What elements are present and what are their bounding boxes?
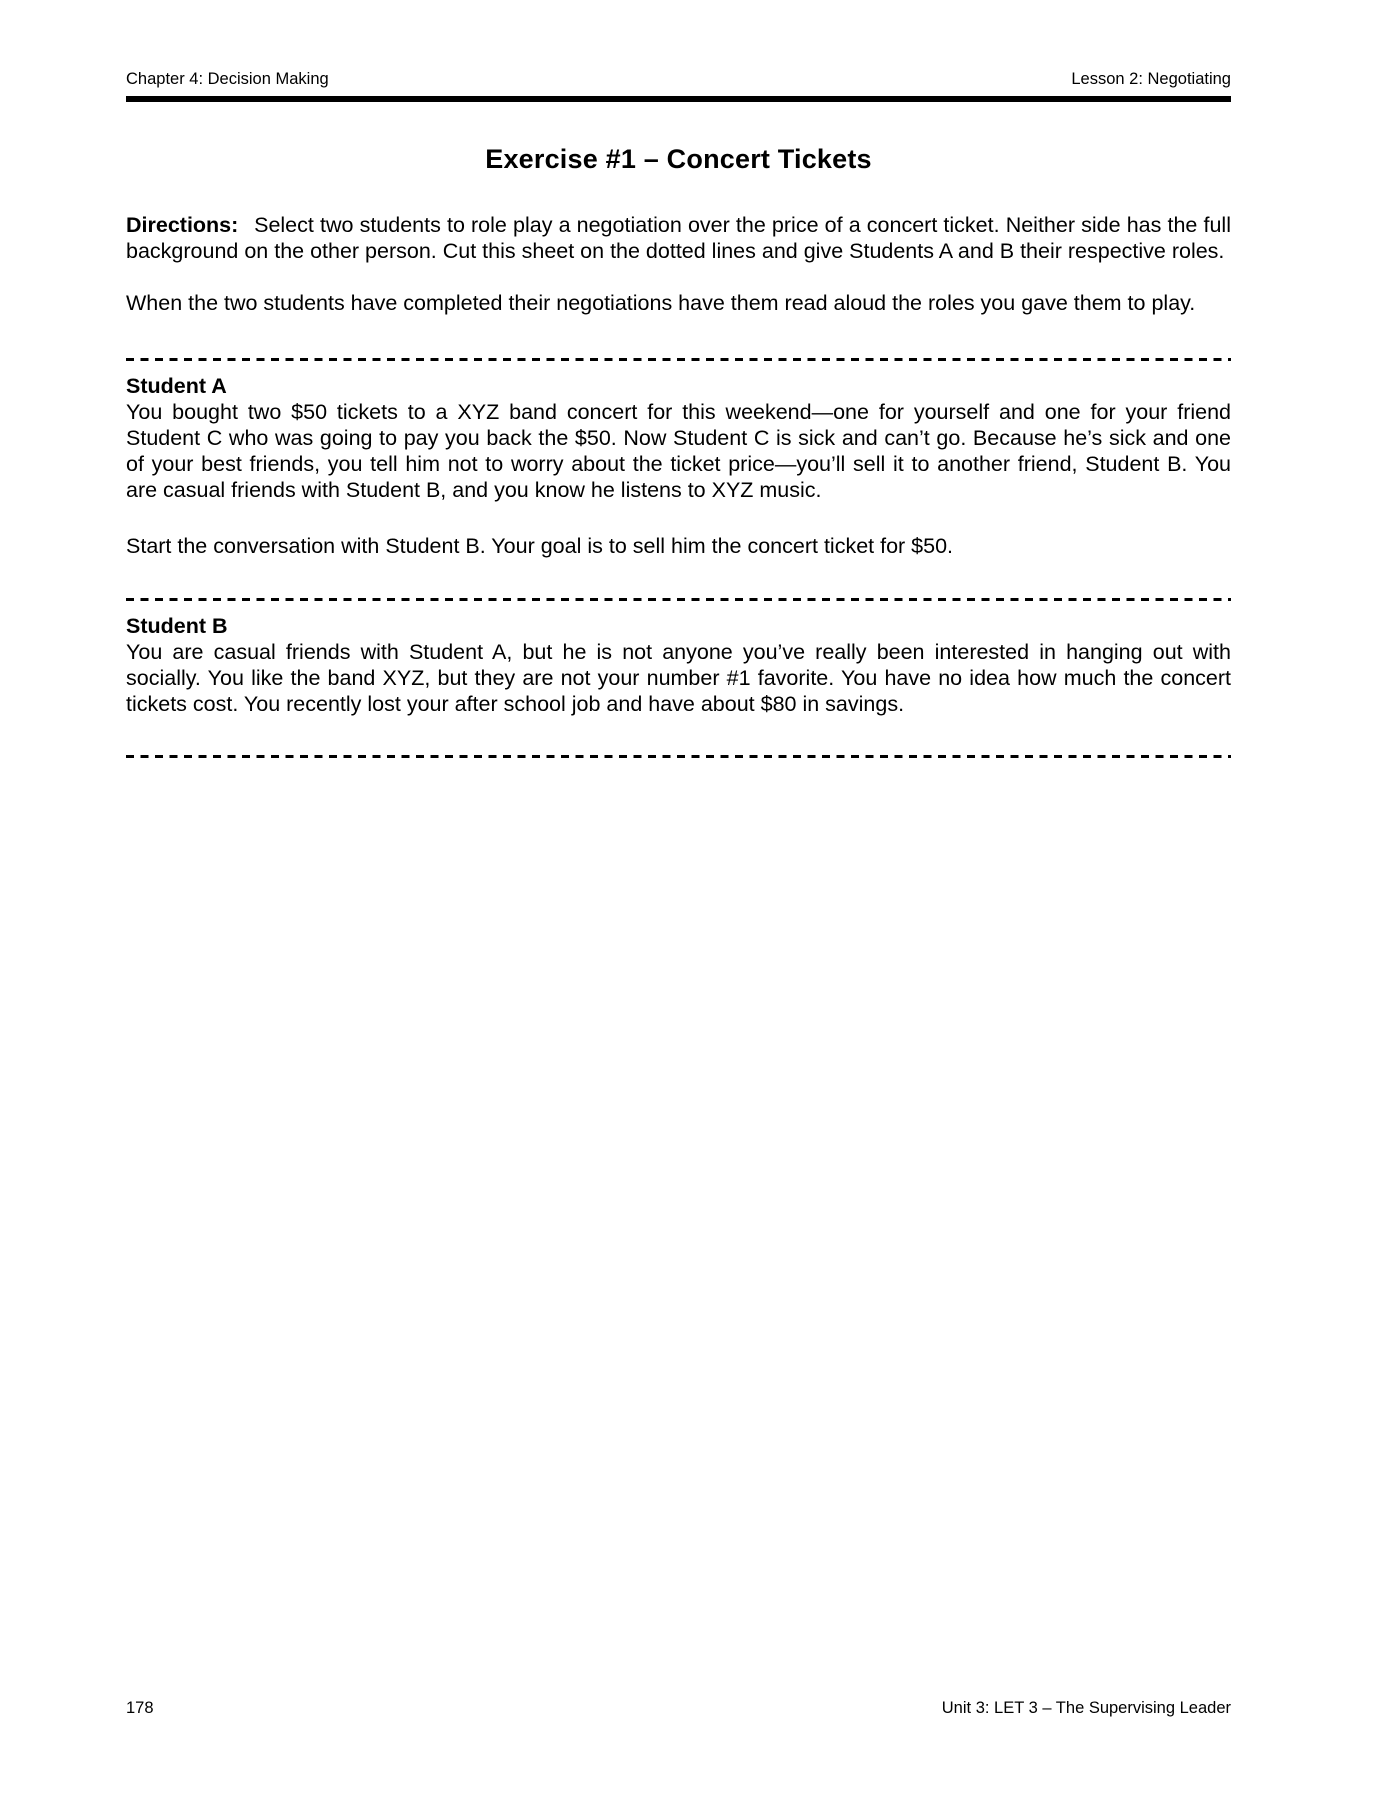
student-b-heading: Student B — [126, 614, 228, 638]
student-a-goal-paragraph: Start the conversation with Student B. Your goal is to sell him the concert ticket for $50. — [126, 534, 954, 558]
directions-label: Directions: — [126, 213, 239, 237]
student-a-role-paragraph: You bought two $50 tickets to a XYZ band concert for this weekend—one for yourself and one for your friend Student C who was going to pay you back the $50. Now Student C is sick and can’t go. Because he’s sick and one of your best friends, you tell him not to worry about the ticket price—you’ll sell it to another friend, Student B. You are casual friends with Student B, and you know he listens to XYZ music. — [126, 400, 1231, 502]
student-a-heading: Student A — [126, 374, 227, 398]
page-footer — [126, 1698, 1231, 1718]
header-lesson-label: Lesson 2: Negotiating — [1071, 70, 1231, 88]
dotted-cut-line — [126, 598, 1231, 601]
dotted-cut-line — [126, 755, 1231, 758]
dotted-cut-line — [126, 358, 1231, 361]
student-b-role-paragraph: You are casual friends with Student A, but he is not anyone you’ve really been interested in hanging out with socially. You like the band XYZ, but they are not your number #1 favorite. You have no idea how much the concert tickets cost. You recently lost your after school job and have about $80 in savings. — [126, 640, 1231, 716]
exercise-title: Exercise #1 – Concert Tickets — [485, 144, 872, 174]
footer-page-number: 178 — [126, 1699, 154, 1717]
footer-unit-label: Unit 3: LET 3 – The Supervising Leader — [941, 1699, 1231, 1717]
directions-text: Select two students to role play a negotiation over the price of a concert ticket. Neither side has the full background on the other person. Cut this sheet on the dotted lines and give Students A and B their respective roles. — [126, 213, 1231, 263]
directions-paragraph — [126, 212, 1231, 264]
header-chapter-label: Chapter 4: Decision Making — [126, 70, 329, 88]
directions-followup-paragraph: When the two students have completed their negotiations have them read aloud the roles you gave them to play. — [126, 291, 1196, 315]
page-header — [126, 70, 1231, 102]
